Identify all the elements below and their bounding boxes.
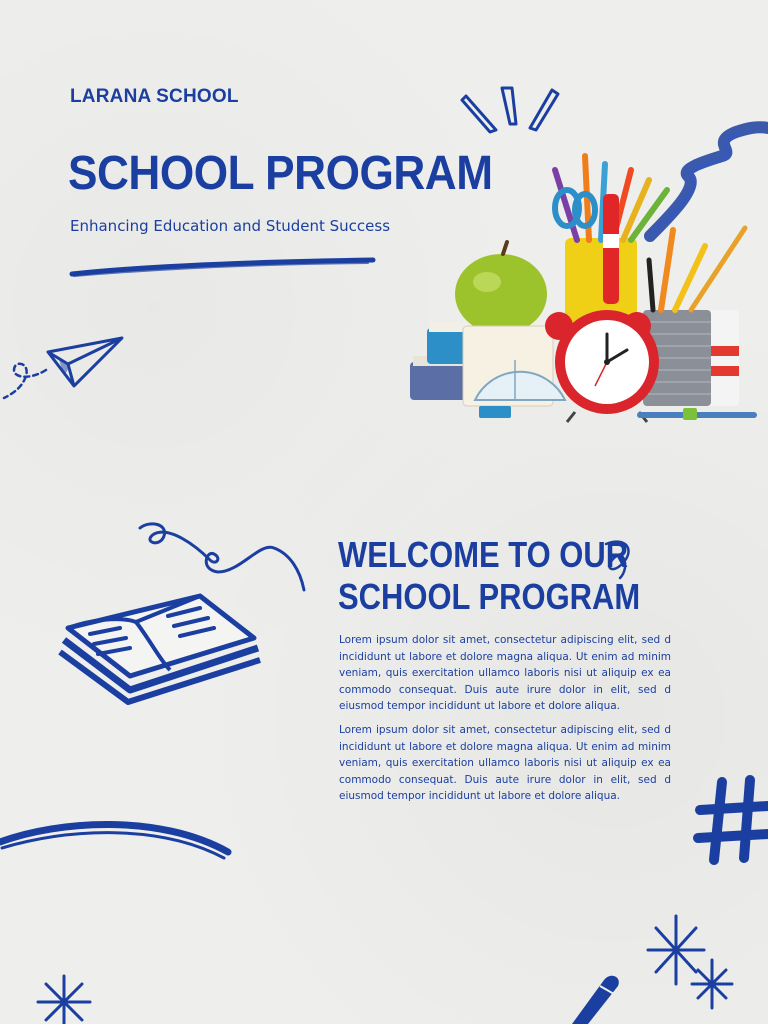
welcome-paragraph-2: Lorem ipsum dolor sit amet, consectetur adipiscing elit, sed d incididunt ut labore et dolore magna aliqua. Ut enim ad minim veniam, quis exercitation ullamco laboris nisi ut aliquip ex ea commodo consequat. Duis aute irure dolor in elit, sed d eiusmod tempor incididunt ut labore et dolore aliqua.	[339, 724, 671, 802]
page-title: SCHOOL PROGRAM	[68, 147, 493, 200]
pencil-icon	[560, 970, 630, 1024]
scribble-mark	[596, 534, 640, 584]
burst-marks-doodle	[460, 84, 560, 138]
brand-name: LARANA SCHOOL	[70, 86, 239, 107]
school-supplies-image	[405, 150, 768, 430]
welcome-paragraph-1: Lorem ipsum dolor sit amet, consectetur adipiscing elit, sed d incididunt ut labore et dolore magna aliqua. Ut enim ad minim veniam, quis exercitation ullamco laboris nisi ut aliquip ex ea commodo consequat. Duis aute irure dolor in elit, sed d eiusmod tempor incididunt ut labore et dolore aliqua.	[339, 634, 671, 712]
open-book-icon	[50, 520, 310, 720]
hashtag-icon	[698, 776, 768, 866]
sparkle-icon	[648, 912, 738, 1012]
welcome-heading-line1: WELCOME TO OUR	[338, 534, 629, 575]
title-underline-scribble	[68, 252, 378, 282]
welcome-heading-line2: SCHOOL PROGRAM	[338, 576, 641, 617]
arc-scribble	[0, 814, 240, 874]
sparkle-icon	[34, 974, 94, 1024]
welcome-heading	[338, 534, 640, 618]
paper-plane-icon	[0, 330, 130, 410]
page-subtitle: Enhancing Education and Student Success	[70, 217, 391, 235]
